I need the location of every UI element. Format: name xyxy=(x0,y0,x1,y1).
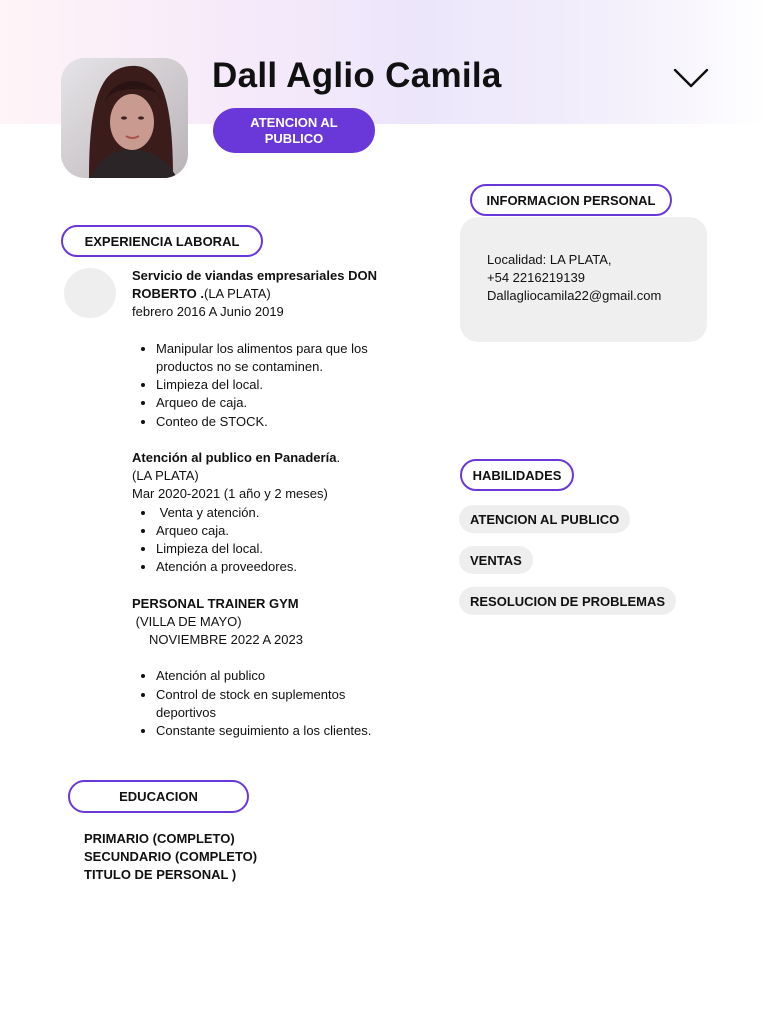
job-entry xyxy=(132,449,402,576)
education-list xyxy=(84,830,257,885)
job-period: Mar 2020-2021 (1 año y 2 meses) xyxy=(132,486,328,502)
info-email: Dallagliocamila22@gmail.com xyxy=(487,288,662,304)
experience-heading xyxy=(61,225,263,257)
profile-photo xyxy=(61,58,188,178)
experience-list xyxy=(132,267,402,740)
education-heading-label: EDUCACION xyxy=(119,789,198,804)
job-task: • Constante seguimiento a los clientes. xyxy=(156,722,402,740)
job-task: • Limpieza del local. xyxy=(156,540,402,558)
chevron-down-icon[interactable] xyxy=(672,66,710,90)
job-task: • Control de stock en suplementos deportivos xyxy=(156,686,402,722)
job-task: • Conteo de STOCK. xyxy=(156,413,402,431)
education-item: PRIMARIO (COMPLETO) xyxy=(84,831,235,846)
job-task: • Arqueo de caja. xyxy=(156,394,402,412)
skill-chip xyxy=(459,546,533,574)
skill-label: VENTAS xyxy=(470,552,522,568)
info-phone: +54 2216219139 xyxy=(487,270,585,286)
job-task: • Atención a proveedores. xyxy=(156,558,402,576)
skill-chip xyxy=(459,587,676,615)
job-period: febrero 2016 A Junio 2019 xyxy=(132,304,284,320)
job-task: • Manipular los alimentos para que los productos no se contaminen. xyxy=(156,340,402,376)
personal-info-heading-label: INFORMACION PERSONAL xyxy=(486,192,656,208)
job-title: Servicio de viandas empresariales DON ROBERTO . xyxy=(132,268,377,302)
education-heading xyxy=(68,780,249,813)
job-task: • Venta y atención. xyxy=(156,504,402,522)
job-location: (VILLA DE MAYO) xyxy=(132,613,242,629)
job-period: NOVIEMBRE 2022 A 2023 xyxy=(149,632,303,648)
role-badge-label: ATENCION AL PUBLICO xyxy=(250,114,338,146)
skills-heading-label: HABILIDADES xyxy=(472,467,562,483)
job-entry xyxy=(132,267,402,431)
job-task: • Arqueo caja. xyxy=(156,522,402,540)
skill-label: ATENCION AL PUBLICO xyxy=(470,511,620,527)
candidate-name: Dall Aglio Camila xyxy=(212,56,502,95)
job-location: (LA PLATA) xyxy=(132,468,199,484)
job-entry xyxy=(132,595,402,741)
education-item: SECUNDARIO (COMPLETO) xyxy=(84,849,258,865)
role-badge xyxy=(213,108,375,153)
skills-heading xyxy=(460,459,574,491)
job-title: PERSONAL TRAINER GYM xyxy=(132,595,299,611)
job-title-suffix: . xyxy=(336,450,341,465)
job-title: Atención al publico en Panadería xyxy=(132,450,337,465)
personal-info-card xyxy=(460,217,707,342)
skill-chip xyxy=(459,505,630,533)
job-task: • Limpieza del local. xyxy=(156,376,402,394)
personal-info-heading xyxy=(470,184,672,216)
experience-heading-label: EXPERIENCIA LABORAL xyxy=(84,233,240,249)
job-location: (LA PLATA) xyxy=(204,286,271,302)
info-location: Localidad: LA PLATA, xyxy=(487,252,612,267)
education-item: TITULO DE PERSONAL ) xyxy=(84,867,237,883)
company-logo-placeholder xyxy=(64,268,116,318)
job-task: • Atención al publico xyxy=(156,667,402,685)
skill-label: RESOLUCION DE PROBLEMAS xyxy=(470,593,666,609)
